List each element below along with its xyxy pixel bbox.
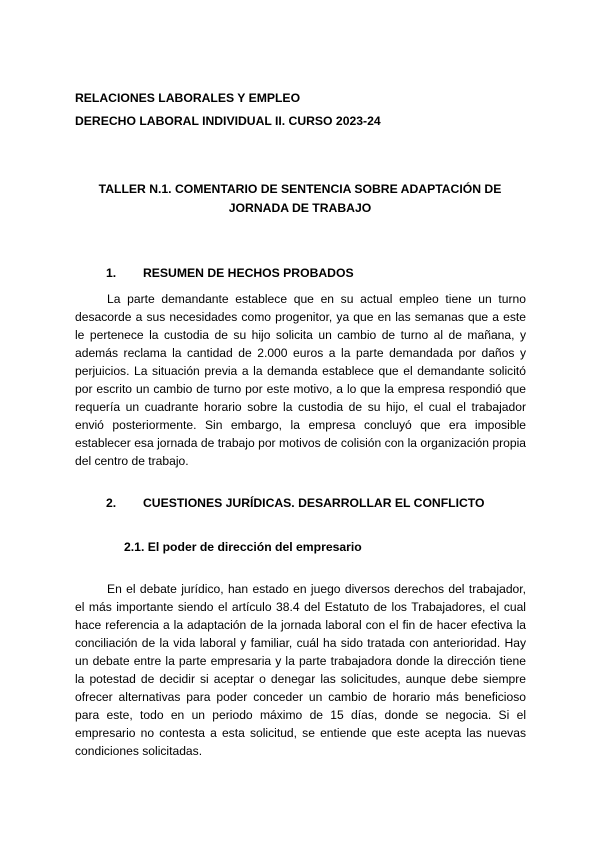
document-title bbox=[60, 180, 540, 218]
section-2-number: 2. bbox=[106, 496, 117, 510]
section-1-number: 1. bbox=[106, 266, 117, 280]
document-title-line-1: TALLER N.1. COMENTARIO DE SENTENCIA SOBRE ADAPTACIÓN DE bbox=[98, 182, 502, 196]
section-1-paragraph: La parte demandante establece que en su actual empleo tiene un turno desacorde a sus necesidades como progenitor, ya que en las semanas que a este le pertenece la custodia de su hijo solicita un cambio de turno al de mañana, y además reclama la cantidad de 2.000 euros a la parte demandada por daños y perjuicios. La situación previa a la demanda establece que el demandante solicitó por escrito un cambio de turno por este motivo, a lo que la empresa respondió que requería un cuadrante horario sobre la custodia de su hijo, el cual el trabajador envió posteriormente. Sin embargo, la empresa concluyó que era imposible establecer esa jornada de trabajo por motivos de colisión con la organización propia del centro de trabajo. bbox=[75, 292, 526, 468]
subsection-2-1-heading: 2.1. El poder de dirección del empresario bbox=[124, 540, 362, 554]
document-title-line-2: JORNADA DE TRABAJO bbox=[228, 201, 372, 215]
course-header-line-1: RELACIONES LABORALES Y EMPLEO bbox=[75, 91, 301, 105]
subsection-2-1-paragraph: En el debate jurídico, han estado en juego diversos derechos del trabajador, el más importante siendo el artículo 38.4 del Estatuto de los Trabajadores, el cual hace referencia a la adaptación de la jornada laboral con el fin de hacer efectiva la conciliación de la vida laboral y familiar, cuál ha sido tratada con anterioridad. Hay un debate entre la parte empresaria y la parte trabajadora donde la dirección tiene la potestad de decidir si aceptar o denegar las solicitudes, aunque debe siempre ofrecer alternativas para poder conceder un cambio de horario más beneficioso para este, todo en un periodo máximo de 15 días, donde se negocia. Si el empresario no contesta a esta solicitud, se entiende que este acepta las nuevas condiciones solicitadas. bbox=[75, 582, 526, 758]
course-header-line-2: DERECHO LABORAL INDIVIDUAL II. CURSO 2023-24 bbox=[75, 114, 381, 128]
section-2-title: CUESTIONES JURÍDICAS. DESARROLLAR EL CONFLICTO bbox=[143, 496, 485, 510]
section-1-title: RESUMEN DE HECHOS PROBADOS bbox=[143, 266, 354, 280]
